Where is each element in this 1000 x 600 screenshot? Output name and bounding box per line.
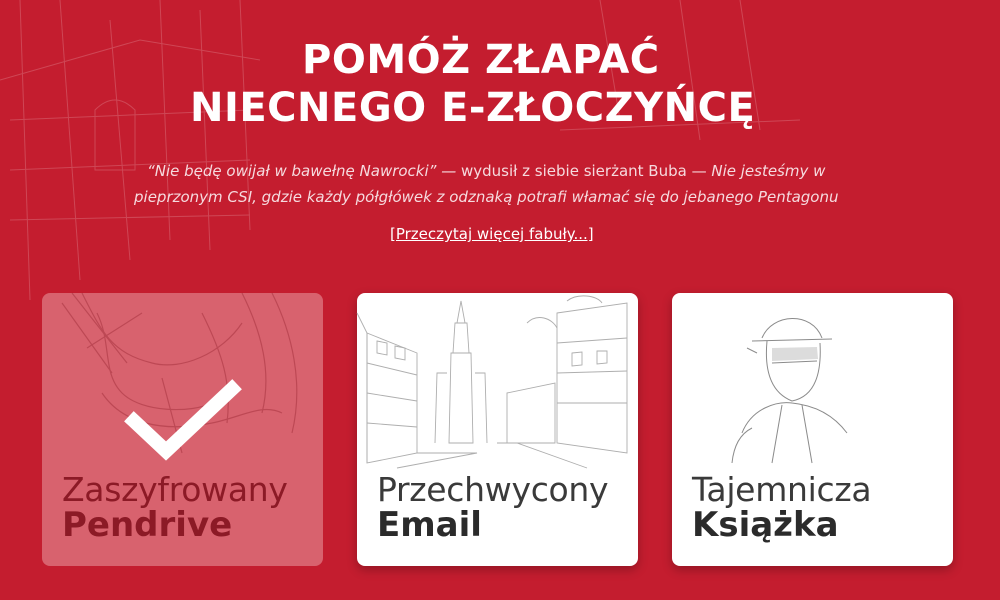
story-quote: “Nie będę owijał w bawełnę Nawrocki” — — [147, 162, 461, 180]
story-quote-line-2: pieprzonym CSI, gdzie każdy półgłówek z odznaką potrafi włamać się do jebanego Pentagonu — [134, 188, 839, 206]
card-mysterious-book[interactable] — [672, 293, 953, 566]
card-title-top: Tajemnicza — [692, 470, 872, 509]
checkmark-icon — [128, 381, 238, 461]
story-quote-continued: Nie jesteśmy w — [711, 162, 826, 180]
story-intro — [0, 160, 839, 212]
card-intercepted-email[interactable] — [357, 293, 638, 566]
card-title-top: Zaszyfrowany — [62, 470, 288, 509]
card-encrypted-pendrive[interactable] — [42, 293, 323, 566]
card-title-bottom: Pendrive — [62, 505, 233, 545]
card-title-bottom: Książka — [692, 505, 839, 545]
read-more-link[interactable]: [Przeczytaj więcej fabuły...] — [390, 225, 594, 243]
card-title-top: Przechwycony — [377, 470, 609, 509]
story-line-1 — [147, 160, 825, 182]
story-narration: wydusił z siebie sierżant Buba — — [460, 162, 712, 180]
story-line-2 — [134, 186, 838, 208]
headline-line-2: NIECNEGO E-ZŁOCZYŃCĘ — [190, 85, 756, 131]
headline — [0, 36, 1000, 132]
headline-line-1: POMÓŻ ZŁAPAĆ — [302, 37, 660, 83]
card-title-bottom: Email — [377, 505, 482, 545]
